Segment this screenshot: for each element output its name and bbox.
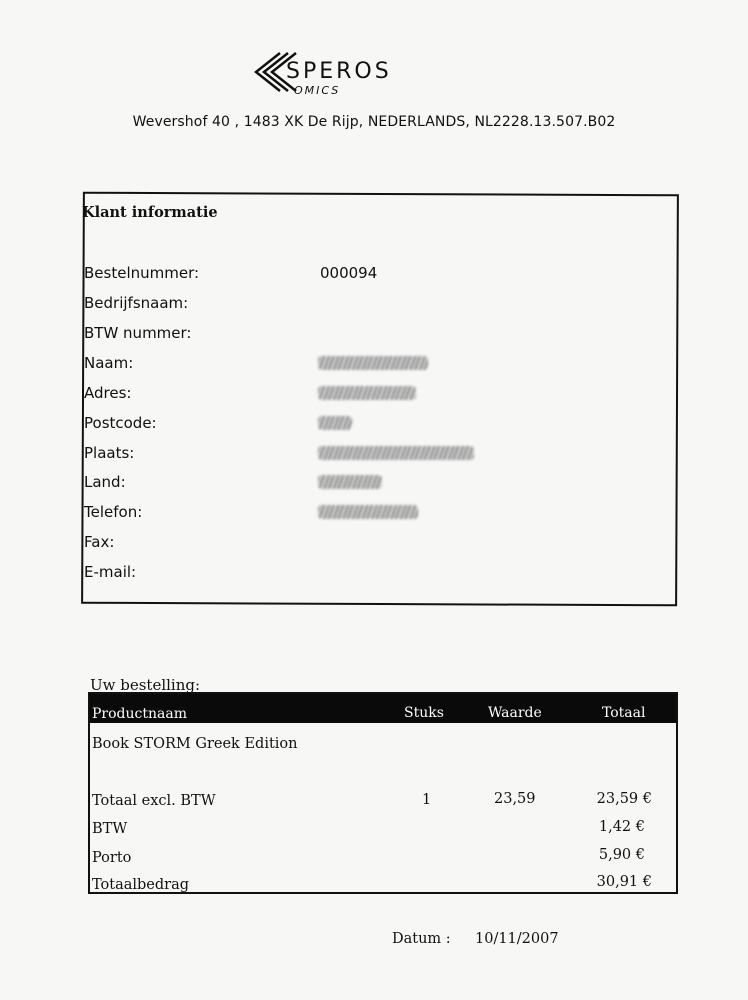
field-label: Plaats: xyxy=(84,444,135,462)
order-table xyxy=(88,692,678,894)
redacted-value xyxy=(318,416,352,430)
field-label: Postcode: xyxy=(84,414,157,432)
redacted-value xyxy=(318,475,382,489)
field-label: Bestelnummer: xyxy=(84,264,200,282)
date-value: 10/11/2007 xyxy=(475,931,559,947)
field-label: Bedrijfsnaam: xyxy=(84,294,189,312)
field-label: Naam: xyxy=(84,354,134,372)
row-label-grand-total: Totaalbedrag xyxy=(92,877,190,893)
field-value: 000094 xyxy=(320,264,378,282)
order-table-header xyxy=(90,694,676,723)
row-total-btw: 1,42 € xyxy=(598,819,645,835)
field-label: BTW nummer: xyxy=(84,324,192,342)
field-label: Fax: xyxy=(84,533,115,551)
row-label-subtotal: Totaal excl. BTW xyxy=(92,793,216,809)
order-label: Uw bestelling: xyxy=(90,676,201,694)
field-label: Adres: xyxy=(84,384,132,402)
field-label: E-mail: xyxy=(84,563,137,581)
svg-text:OMICS: OMICS xyxy=(294,84,341,97)
header-total: Totaal xyxy=(602,705,646,721)
row-total-subtotal: 23,59 € xyxy=(596,791,652,807)
customer-info-title: Klant informatie xyxy=(82,204,218,221)
redacted-value xyxy=(318,446,474,460)
header-product: Productnaam xyxy=(92,706,187,722)
row-label-btw: BTW xyxy=(92,821,128,837)
product-name: Book STORM Greek Edition xyxy=(92,736,298,752)
esperos-comics-logo xyxy=(250,48,410,102)
field-label: Telefon: xyxy=(84,503,143,521)
header-qty: Stuks xyxy=(404,705,444,721)
row-total-grand-total: 30,91 € xyxy=(596,874,652,890)
redacted-value xyxy=(318,386,416,400)
redacted-value xyxy=(318,356,428,370)
field-label: Land: xyxy=(84,473,126,491)
row-qty-subtotal: 1 xyxy=(422,792,432,808)
row-label-porto: Porto xyxy=(92,850,132,866)
date-label: Datum : xyxy=(392,931,451,947)
svg-text:SPEROS: SPEROS xyxy=(286,59,392,84)
redacted-value xyxy=(318,505,418,519)
company-address: Wevershof 40 , 1483 XK De Rijp, NEDERLANDS, NL2228.13.507.B02 xyxy=(132,114,616,130)
header-value: Waarde xyxy=(488,705,542,721)
row-total-porto: 5,90 € xyxy=(598,847,645,863)
row-value-subtotal: 23,59 xyxy=(494,791,536,807)
